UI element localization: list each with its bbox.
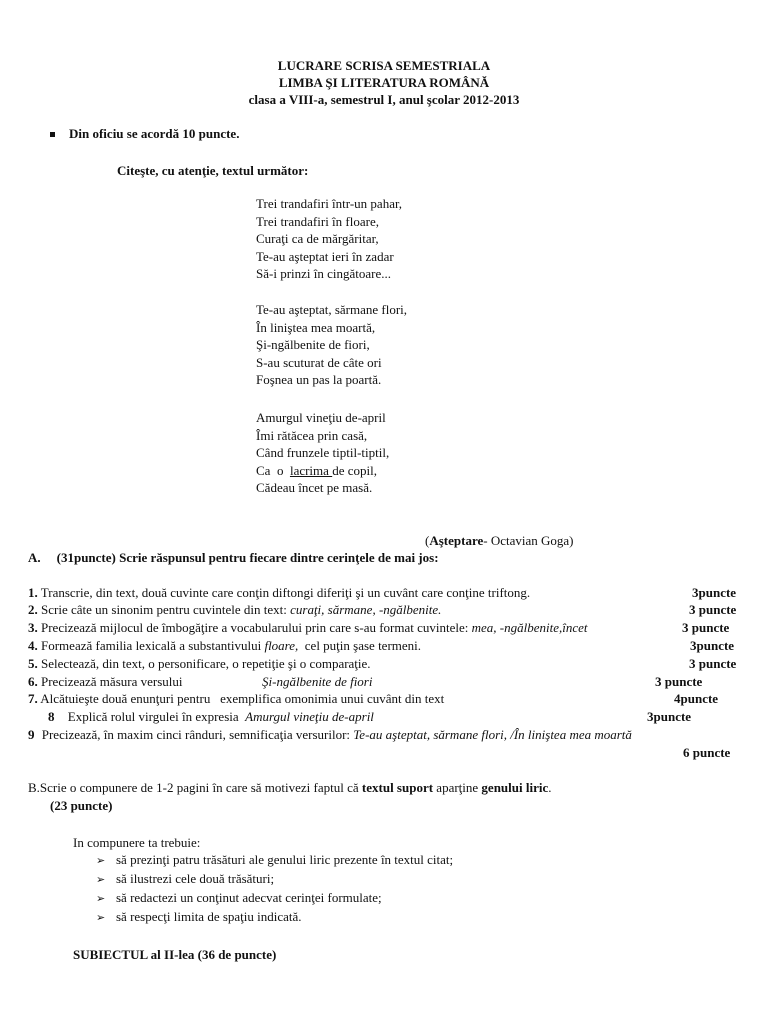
requirements-title: In compunere ta trebuie: [73, 835, 201, 850]
section-a-title: (31puncte) Scrie răspunsul pentru fiecare dintre cerinţele de mai jos: [56, 550, 439, 565]
source-open: ( [425, 533, 430, 548]
poem-line-pre: Ca o [256, 462, 290, 478]
source-author: - Octavian Goga) [483, 533, 574, 548]
arrow-bullet-icon: ➢ [96, 892, 106, 905]
question-2-points: 3 puncte [689, 602, 737, 617]
intro-bullet [50, 126, 239, 142]
requirement-item [96, 909, 302, 926]
poem-line-post: de copil, [332, 462, 377, 478]
poem-line: Cădeau încet pe masă. [256, 480, 373, 496]
square-bullet-icon [50, 132, 55, 137]
question-number: 8 [48, 709, 55, 724]
poem-line: Să-i prinzi în cingătoare... [256, 266, 392, 282]
question-text: Selectează, din text, o personificare, o repetiţie şi o comparaţie. [41, 656, 371, 671]
question-8-points: 3puncte [647, 709, 692, 724]
question-text: Precizează, în maxim cinci rânduri, semnificaţia versurilor: [41, 727, 354, 742]
section-b-prompt [28, 780, 551, 796]
poem-line: Te-au aşteptat, sărmane flori, [256, 302, 408, 317]
question-9 [28, 727, 632, 743]
question-number: 4. [28, 638, 38, 653]
question-text: Transcrie, din text, două cuvinte care conţin diftongi diferiţi şi un cuvânt care conţine triftong. [40, 585, 531, 600]
question-9-points: 6 puncte [683, 745, 731, 760]
question-7 [28, 691, 444, 707]
question-6-italic: Şi-ngălbenite de fiori [262, 674, 373, 689]
question-8 [48, 709, 374, 725]
poem-line: Foşnea un pas la poartă. [256, 372, 382, 388]
question-italic: Te-au aşteptat, sărmane flori, /În liniştea mea moartă [353, 727, 632, 742]
section-b-bold-2: genului liric [481, 780, 549, 795]
section-a-header [28, 550, 439, 566]
question-number: 2. [28, 602, 38, 617]
requirement-item [96, 852, 453, 869]
question-number: 1. [28, 585, 38, 600]
section-b-pre: B.Scrie o compunere de 1-2 pagini în care să motivezi faptul că [28, 780, 362, 795]
question-3 [28, 620, 588, 636]
poem-line: Te-au aşteptat ieri în zadar [256, 248, 394, 264]
header-line-1: LUCRARE SCRISA SEMESTRIALA [277, 58, 491, 73]
section-b-points: (23 puncte) [50, 798, 113, 813]
subject-2-heading: SUBIECTUL al II-lea (36 de puncte) [73, 947, 277, 962]
header-line-3: clasa a VIII-a, semestrul I, anul şcolar 2012-2013 [248, 92, 520, 107]
arrow-bullet-icon: ➢ [96, 873, 106, 886]
requirement-text: să ilustrezi cele două trăsături; [116, 871, 275, 886]
question-text: Formează familia lexicală a substantivului [41, 638, 265, 653]
header-line-2: LIMBA ŞI LITERATURA ROMÂNĂ [278, 75, 490, 90]
poem-stanza-1 [256, 196, 402, 284]
question-5-points: 3 puncte [689, 656, 737, 671]
poem-stanza-3 [256, 410, 389, 498]
question-number: 3. [28, 620, 38, 635]
poem-line: S-au scuturat de câte ori [256, 354, 382, 370]
question-number: 5. [28, 656, 38, 671]
intro-bullet-text: Din oficiu se acordă 10 puncte. [69, 126, 240, 141]
question-7-points: 4puncte [674, 691, 719, 706]
requirement-text: să respecţi limita de spaţiu indicată. [116, 909, 302, 924]
poem-line: În liniştea mea moartă, [256, 319, 376, 335]
question-1-points: 3puncte [692, 585, 737, 600]
question-text: Precizează măsura versului [41, 674, 183, 689]
question-text: Precizează mijlocul de îmbogăţire a vocabularului prin care s-au format cuvintele: [41, 620, 472, 635]
poem-source [425, 533, 574, 549]
question-6-points: 3 puncte [655, 674, 703, 689]
section-b-post: . [548, 780, 552, 795]
requirement-text: să redactezi un conţinut adecvat cerinţei formulate; [116, 890, 382, 905]
question-number: 7. [28, 691, 38, 706]
question-4 [28, 638, 421, 654]
question-number: 9 [28, 727, 35, 742]
question-6 [28, 674, 182, 690]
question-number: 6. [28, 674, 38, 689]
requirement-item [96, 890, 382, 907]
requirement-item [96, 871, 274, 888]
underlined-word: lacrima [289, 462, 333, 478]
poem-line: Trei trandafiri într-un pahar, [256, 196, 403, 211]
poem-line: Când frunzele tiptil-tiptil, [256, 445, 390, 461]
question-italic: mea, -ngălbenite,încet [471, 620, 588, 635]
question-italic: curaţi, sărmane, -ngălbenite. [290, 602, 442, 617]
arrow-bullet-icon: ➢ [96, 854, 106, 867]
poem-line: Amurgul vineţiu de-april [256, 410, 386, 425]
poem-line: Curaţi ca de mărgăritar, [256, 231, 379, 247]
poem-stanza-2 [256, 302, 407, 390]
question-text: Alcătuieşte două enunţuri pentru exemplifica omonimia unui cuvânt din text [40, 691, 445, 706]
question-1 [28, 585, 530, 601]
question-italic: Amurgul vineţiu de-april [245, 709, 374, 724]
poem-line: Şi-ngălbenite de fiori, [256, 337, 370, 353]
section-a-label: A. [28, 550, 41, 565]
question-text: Scrie câte un sinonim pentru cuvintele din text: [41, 602, 291, 617]
poem-line: Trei trandafiri în floare, [256, 213, 379, 229]
poem-line: Îmi rătăcea prin casă, [256, 427, 368, 443]
section-b-bold-1: textul suport [361, 780, 434, 795]
requirement-text: să prezinţi patru trăsături ale genului liric prezente în textul citat; [116, 852, 454, 867]
section-b-mid: aparţine [433, 780, 482, 795]
question-italic: floare, [264, 638, 299, 653]
question-4-points: 3puncte [690, 638, 735, 653]
question-text-2: cel puţin şase termeni. [298, 638, 422, 653]
question-5 [28, 656, 371, 672]
read-instruction: Citeşte, cu atenţie, textul următor: [117, 163, 309, 178]
poem-line [256, 463, 389, 481]
question-3-points: 3 puncte [682, 620, 730, 635]
source-title: Aşteptare [429, 533, 484, 548]
question-text: Explică rolul virgulei în expresia [67, 709, 246, 724]
arrow-bullet-icon: ➢ [96, 911, 106, 924]
question-2 [28, 602, 441, 618]
